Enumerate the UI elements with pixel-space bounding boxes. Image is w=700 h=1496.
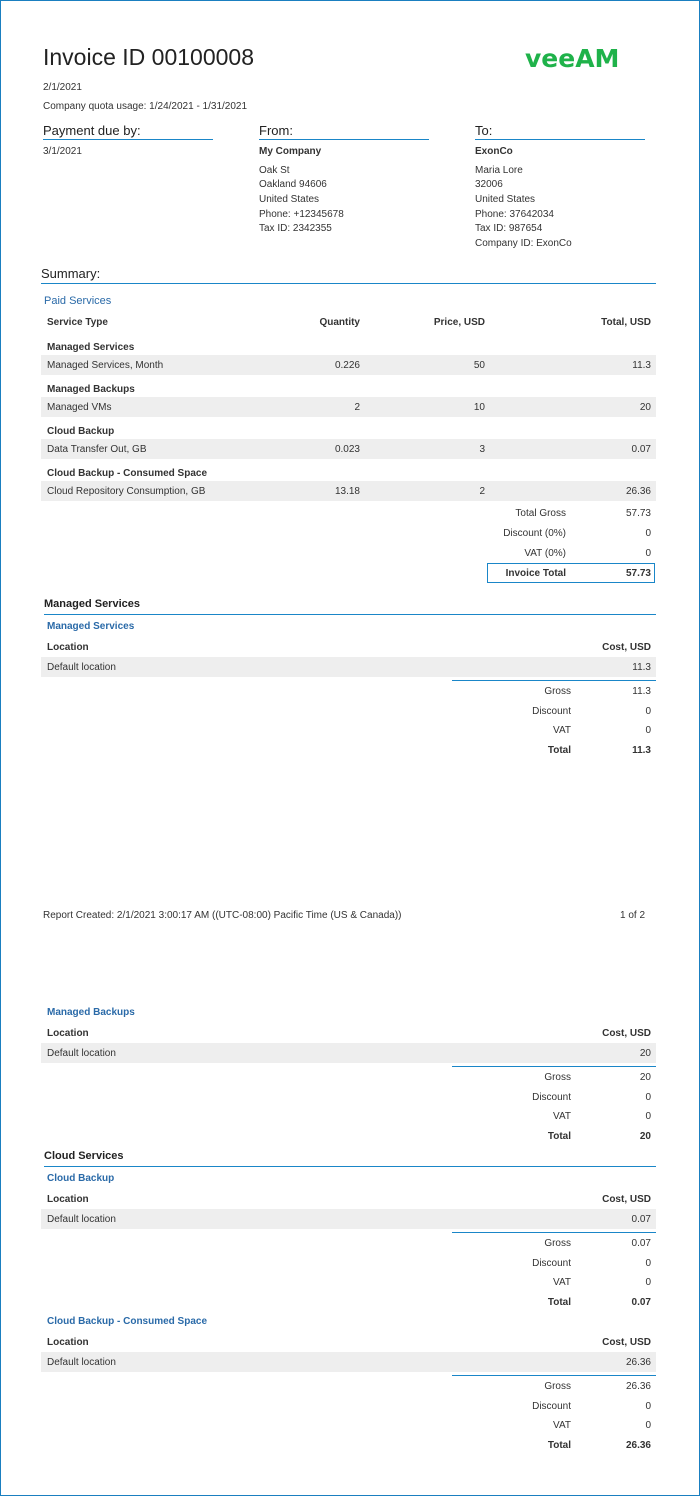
breakdown-total-value: 11.3 [632,686,651,697]
service-group-name: Managed Backups [47,384,135,395]
cost-column-header: Cost, USD [602,642,651,653]
from-company: My Company [259,146,322,157]
summary-cell: 20 [639,402,651,413]
section-heading: Managed Services [44,598,656,615]
from-address-line: Oakland 94606 [259,179,327,190]
invoice-date: 2/1/2021 [43,82,82,93]
summary-cell: 11.3 [632,360,651,371]
payment-block [43,123,213,159]
breakdown-title: Cloud Backup [47,1173,115,1184]
to-block [475,123,645,252]
summary-column-header: Service Type [47,317,108,328]
location-column-header: Location [47,1337,89,1348]
to-address-line: Tax ID: 987654 [475,223,543,234]
summary-cell: Managed VMs [47,402,112,413]
veeam-logo: veeAM [525,44,620,73]
summary-cell: 0.226 [334,360,360,371]
summary-cell: Cloud Repository Consumption, GB [47,486,206,497]
summary-cell: 2 [479,486,485,497]
to-address-line: Company ID: ExonCo [475,238,572,249]
cost-cell: 11.3 [632,662,651,673]
from-address-line: United States [259,194,320,205]
summary-total-value: 0 [645,548,651,559]
cost-cell: 20 [639,1048,651,1059]
to-company: ExonCo [475,146,513,157]
breakdown-total-value: 20 [639,1131,651,1142]
breakdown-total-value: 0 [645,725,651,736]
to-address-line: Phone: 37642034 [475,209,554,220]
location-cell: Default location [47,662,116,673]
from-block [259,123,429,236]
breakdown-row [41,1352,656,1372]
quota-usage: Company quota usage: 1/24/2021 - 1/31/2021 [43,101,248,112]
from-address-line: Oak St [259,165,290,176]
breakdown-total-label: Gross [544,1381,571,1392]
summary-cell: 0.07 [631,444,651,455]
location-column-header: Location [47,642,89,653]
to-address-line: 32006 [475,179,503,190]
summary-table-row [41,397,656,417]
summary-total-label: VAT (0%) [524,548,566,559]
summary-cell: 0.023 [334,444,360,455]
invoice-total-value: 57.73 [625,568,651,579]
location-cell: Default location [47,1357,116,1368]
breakdown-total-value: 0 [645,1111,651,1122]
breakdown-total-value: 26.36 [625,1440,651,1451]
report-created: Report Created: 2/1/2021 3:00:17 AM ((UTC-08:00) Pacific Time (US & Canada)) [43,910,402,921]
breakdown-total-label: Total [547,745,571,756]
summary-total-label: Total Gross [515,508,566,519]
paid-services-label: Paid Services [44,295,112,307]
breakdown-total-label: Discount [532,706,571,717]
invoice-title: Invoice ID 00100008 [43,44,254,70]
breakdown-row [41,1043,656,1063]
breakdown-row [41,1209,656,1229]
breakdown-total-value: 0 [645,706,651,717]
cost-column-header: Cost, USD [602,1337,651,1348]
breakdown-total-label: Discount [532,1092,571,1103]
breakdown-total-label: VAT [553,725,571,736]
breakdown-title: Cloud Backup - Consumed Space [47,1316,208,1327]
summary-column-header: Total, USD [601,317,651,328]
breakdown-total-label: Gross [544,686,571,697]
location-cell: Default location [47,1048,116,1059]
summary-cell: Data Transfer Out, GB [47,444,147,455]
summary-cell: 10 [473,402,485,413]
summary-column-header: Price, USD [433,317,485,328]
payment-due-date: 3/1/2021 [43,146,82,157]
breakdown-title: Managed Backups [47,1007,135,1018]
location-column-header: Location [47,1194,89,1205]
breakdown-total-label: Discount [532,1401,571,1412]
breakdown-total-label: VAT [553,1420,571,1431]
cost-column-header: Cost, USD [602,1194,651,1205]
page-number: 1 of 2 [620,910,646,921]
summary-cell: 13.18 [334,486,360,497]
cost-column-header: Cost, USD [602,1028,651,1039]
breakdown-total-value: 0 [645,1420,651,1431]
summary-total-value: 57.73 [625,508,651,519]
breakdown-total-label: Gross [544,1072,571,1083]
from-address-line: Tax ID: 2342355 [259,223,332,234]
breakdown-total-value: 0 [645,1401,651,1412]
divider [452,1232,656,1233]
breakdown-total-value: 11.3 [632,745,651,756]
service-group-name: Cloud Backup - Consumed Space [47,468,208,479]
breakdown-total-value: 0 [645,1258,651,1269]
summary-total-value: 0 [645,528,651,539]
payment-heading: Payment due by: [43,123,213,140]
location-cell: Default location [47,1214,116,1225]
breakdown-total-label: Discount [532,1258,571,1269]
breakdown-total-value: 0 [645,1277,651,1288]
breakdown-total-label: VAT [553,1277,571,1288]
location-column-header: Location [47,1028,89,1039]
breakdown-total-value: 26.36 [625,1381,651,1392]
divider [452,680,656,681]
breakdown-total-value: 0.07 [631,1297,651,1308]
to-address-line: Maria Lore [475,165,523,176]
breakdown-total-label: Total [547,1440,571,1451]
summary-cell: Managed Services, Month [47,360,164,371]
breakdown-row [41,657,656,677]
summary-column-header: Quantity [319,317,360,328]
breakdown-total-label: Total [547,1297,571,1308]
breakdown-title: Managed Services [47,621,135,632]
breakdown-total-value: 0.07 [631,1238,651,1249]
to-address-line: United States [475,194,536,205]
summary-total-label: Discount (0%) [503,528,566,539]
summary-cell: 3 [479,444,485,455]
summary-cell: 2 [354,402,360,413]
service-group-name: Managed Services [47,342,135,353]
section-heading: Cloud Services [44,1150,656,1167]
breakdown-total-label: VAT [553,1111,571,1122]
breakdown-total-label: Gross [544,1238,571,1249]
divider [452,1066,656,1067]
from-heading: From: [259,123,429,140]
to-heading: To: [475,123,645,140]
breakdown-total-value: 20 [639,1072,651,1083]
invoice-total-label: Invoice Total [505,568,566,579]
summary-cell: 26.36 [625,486,651,497]
breakdown-total-label: Total [547,1131,571,1142]
service-group-name: Cloud Backup [47,426,115,437]
cost-cell: 26.36 [625,1357,651,1368]
cost-cell: 0.07 [631,1214,651,1225]
breakdown-total-value: 0 [645,1092,651,1103]
from-address-line: Phone: +12345678 [259,209,344,220]
divider [452,1375,656,1376]
summary-heading: Summary: [41,266,656,284]
summary-cell: 50 [473,360,485,371]
